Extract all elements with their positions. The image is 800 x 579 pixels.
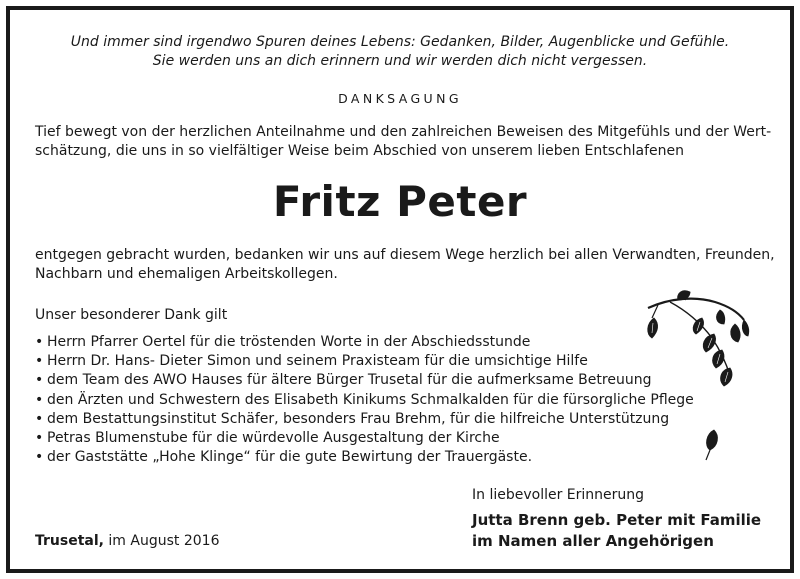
bullet: • — [35, 372, 44, 389]
thanks-item: • Petras Blumenstube für die würdevolle Ausgestaltung der Kirche — [35, 429, 694, 448]
bullet: • — [35, 353, 44, 370]
thanks-list — [35, 333, 694, 467]
bullet: • — [35, 334, 44, 350]
bullet: • — [35, 391, 44, 408]
quote-line-2: Sie werden uns an dich erinnern und wir werden dich nicht vergessen. — [152, 53, 648, 69]
heading: DANKSAGUNG — [338, 91, 462, 106]
intro-line-2: schätzung, die uns in so vielfältiger Weise beim Abschied von unserem lieben Entschlafenen — [35, 143, 684, 159]
place: Trusetal, — [35, 533, 104, 549]
bullet: • — [35, 410, 44, 427]
outro-line-1: entgegen gebracht wurden, bedanken wir uns auf diesem Wege herzlich bei allen Verwandten, Freunden, — [35, 247, 775, 263]
intro-line-1: Tief bewegt von der herzlichen Anteilnahme und den zahlreichen Beweisen des Mitgefühls und der Wert- — [35, 124, 772, 140]
special-thanks-label: Unser besonderer Dank gilt — [35, 307, 228, 323]
signature-line-2: im Namen aller Angehörigen — [472, 532, 714, 550]
quote-line-1: Und immer sind irgendwo Spuren deines Lebens: Gedanken, Bilder, Augenblicke und Gefühle. — [70, 34, 730, 50]
birch-branch-icon — [640, 290, 750, 470]
date: im August 2016 — [108, 533, 220, 549]
thanks-item: • Herrn Pfarrer Oertel für die tröstenden Worte in der Abschiedsstunde — [35, 333, 694, 352]
deceased-name: Fritz Peter — [272, 177, 528, 226]
thanks-item: • den Ärzten und Schwestern des Elisabeth Kinikums Schmalkalden für die fürsorgliche Pflege — [35, 391, 694, 410]
thanks-item: • Herrn Dr. Hans- Dieter Simon und seinem Praxisteam für die umsichtige Hilfe — [35, 352, 694, 371]
bullet: • — [35, 430, 44, 447]
remembrance-text: In liebevoller Erinnerung — [472, 487, 645, 503]
thanks-item: • der Gaststätte „Hohe Klinge“ für die gute Bewirtung der Trauergäste. — [35, 448, 694, 467]
bullet: • — [35, 449, 44, 466]
thanks-item: • dem Bestattungsinstitut Schäfer, besonders Frau Brehm, für die hilfreiche Unterstützung — [35, 410, 694, 429]
thanks-item: • dem Team des AWO Hauses für ältere Bürger Trusetal für die aufmerksame Betreuung — [35, 371, 694, 390]
outro-line-2: Nachbarn und ehemaligen Arbeitskollegen. — [35, 266, 338, 282]
place-date — [35, 533, 219, 549]
signature-line-1: Jutta Brenn geb. Peter mit Familie — [472, 511, 762, 529]
